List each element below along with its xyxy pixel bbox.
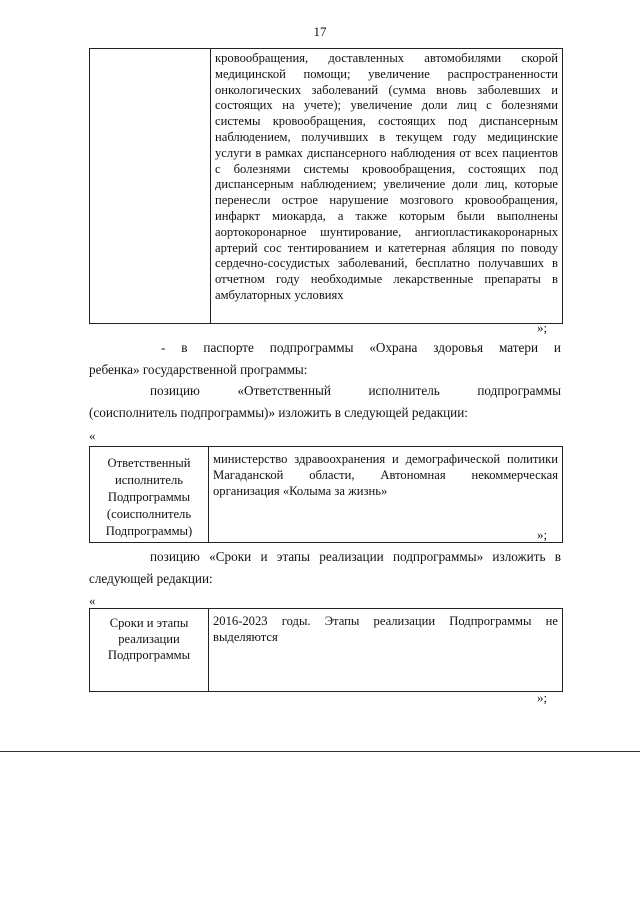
page-number: 17 — [313, 24, 327, 39]
passport-table-executor — [89, 446, 563, 543]
closing-quote-mark: »; — [537, 320, 548, 335]
table-row — [90, 447, 563, 543]
table-row — [90, 49, 563, 324]
paragraph-line: позицию «Сроки и этапы реализации подпрограммы» изложить в — [150, 549, 561, 564]
table-row — [90, 609, 563, 692]
scan-edge-line — [0, 751, 640, 752]
opening-quote-mark: « — [89, 428, 96, 443]
paragraph-line: (соисполнитель подпрограммы)» изложить в следующей редакции: — [89, 405, 468, 420]
closing-quote-mark: »; — [537, 527, 548, 542]
paragraph-line: ребенка» государственной программы: — [89, 362, 308, 377]
passport-table-timeline — [89, 608, 563, 692]
paragraph-line: позицию «Ответственный исполнитель подпрограммы — [150, 383, 561, 398]
closing-quote-mark: »; — [537, 690, 548, 705]
table-cell-label: Сроки и этапы реализации Подпрограммы — [90, 609, 209, 692]
paragraph-line: следующей редакции: — [89, 571, 213, 586]
table-cell-value: министерство здравоохранения и демографической политики Магаданской области, Автономная некоммерческая организация «Колыма за жизнь» — [209, 447, 563, 543]
table-cell-value: кровообращения, доставленных автомобилями скорой медицинской помощи; увеличение распространенности онкологических заболеваний (сумма вновь заболевших и состоящих на учете); увеличение доли лиц с болезнями системы кровообращения, состоящих под диспансерным наблюдением, получивших в текущем году медицинские услуги в рамках диспансерного наблюдения от всех пациентов с болезнями системы кровообращения, состоящих под диспансерным наблюдением; увеличение доли лиц, которые перенесли острое нарушение мозгового кровообращения, инфаркт миокарда, а также которым были выполнены аортокоронарное шунтирование, ангиопластикакоронарных артерий сос тентированием и катетерная абляция по поводу сердечно-сосудистых заболеваний, бесплатно получавших в отчетном году необходимые лекарственные препараты в амбулаторных условиях — [211, 49, 563, 324]
table-cell-value: 2016-2023 годы. Этапы реализации Подпрограммы не выделяются — [209, 609, 563, 692]
paragraph-line: - в паспорте подпрограммы «Охрана здоровья матери и — [161, 340, 561, 355]
table-cell-label: Ответственный исполнитель Подпрограммы (соисполнитель Подпрограммы) — [90, 447, 209, 543]
passport-table-indicators — [89, 48, 563, 324]
opening-quote-mark: « — [89, 593, 96, 608]
table-cell-label — [90, 49, 211, 324]
